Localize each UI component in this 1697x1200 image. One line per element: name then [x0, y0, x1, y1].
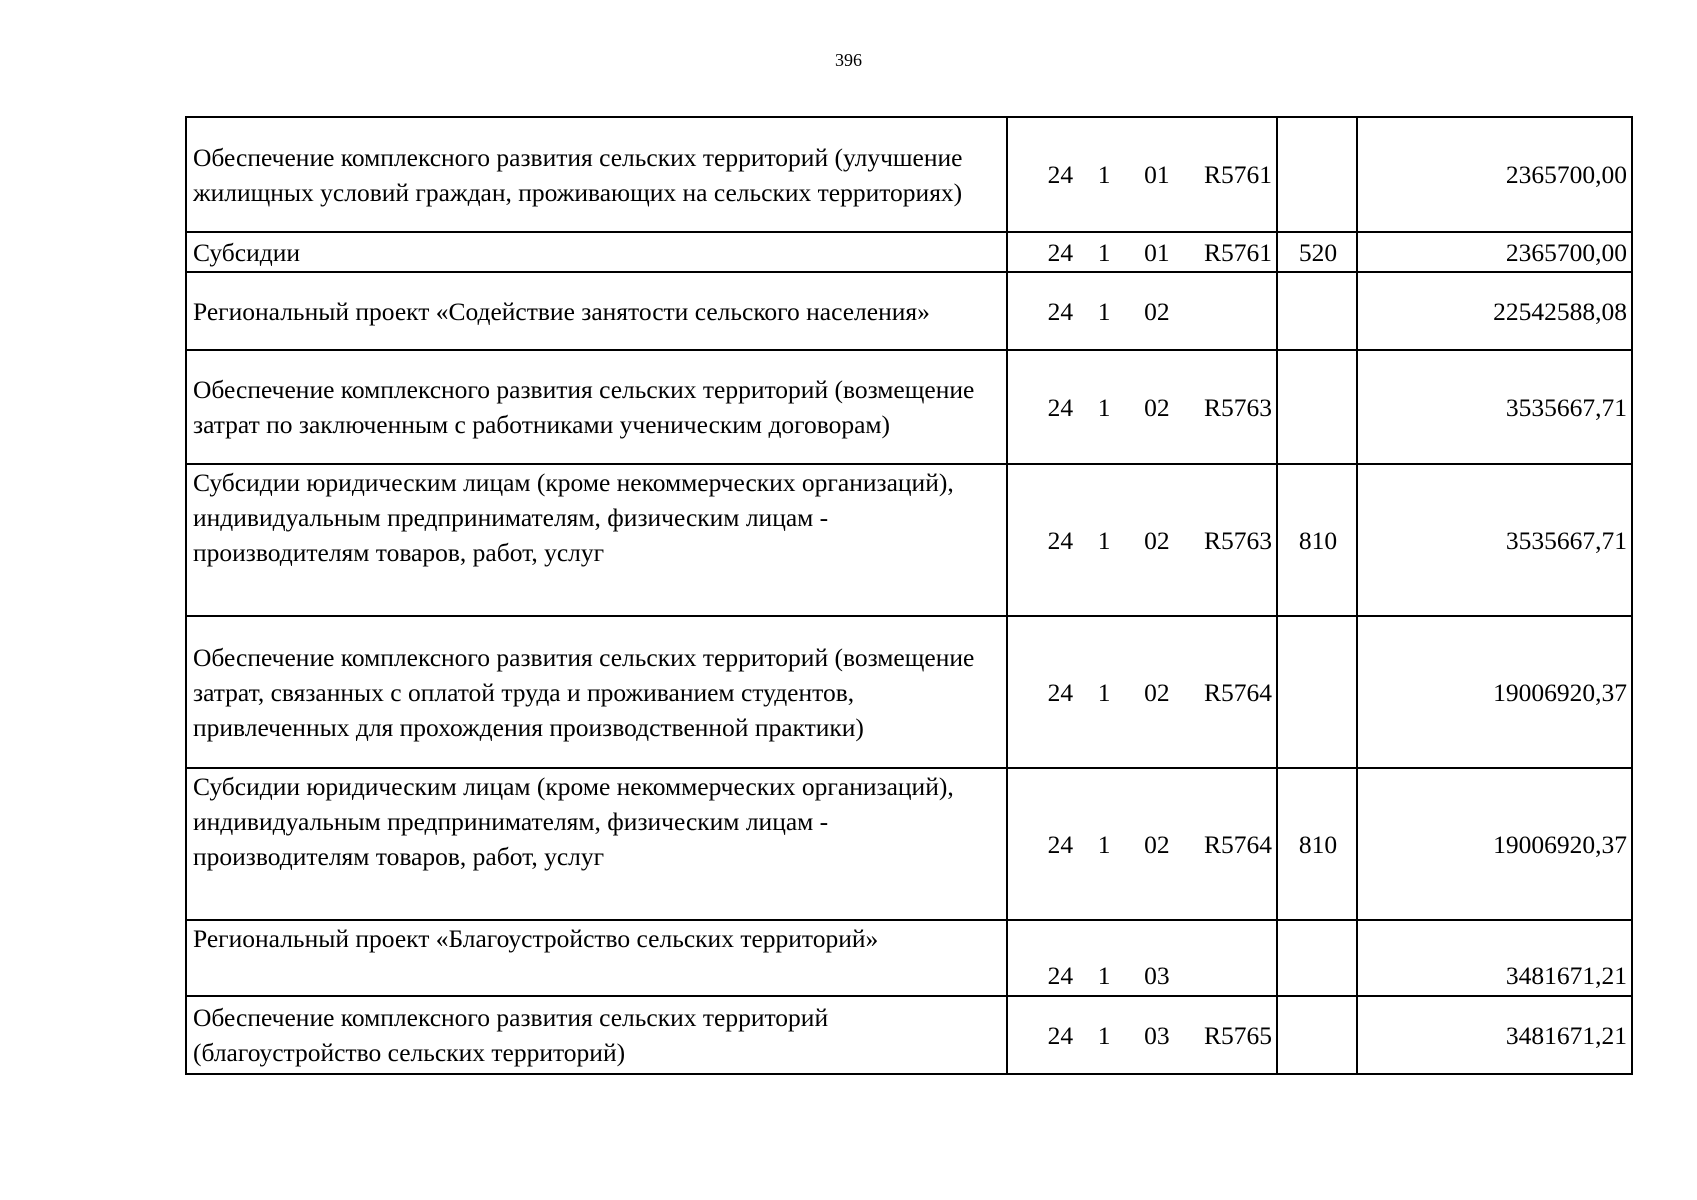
subprogram-code: 1: [1097, 960, 1111, 990]
expense-type-code: 810: [1277, 768, 1357, 920]
direction-code: R5763: [1203, 392, 1272, 422]
amount: 3481671,21: [1357, 920, 1632, 996]
expense-type-code: [1277, 616, 1357, 768]
main-event-code: 01: [1144, 237, 1170, 267]
main-event-code: 02: [1144, 829, 1170, 859]
row-description: Обеспечение комплексного развития сельских территорий (возмещение затрат по заключенным с работниками ученическим договорам): [186, 350, 1007, 464]
main-event-code: 02: [1144, 677, 1170, 707]
table-row: [186, 920, 1632, 996]
budget-table: [185, 116, 1633, 1075]
subprogram-code: 1: [1097, 677, 1111, 707]
amount: 22542588,08: [1357, 272, 1632, 350]
table-row: [186, 232, 1632, 272]
table-row: [186, 117, 1632, 232]
main-event-code: 03: [1144, 960, 1170, 990]
expense-type-code: [1277, 350, 1357, 464]
program-code: 24: [1047, 392, 1074, 422]
main-event-code: 02: [1144, 525, 1170, 555]
main-event-code: 03: [1144, 1020, 1170, 1050]
row-codes: [1007, 232, 1277, 272]
subprogram-code: 1: [1097, 160, 1111, 189]
row-codes: [1007, 616, 1277, 768]
expense-type-code: [1277, 920, 1357, 996]
amount: 2365700,00: [1357, 232, 1632, 272]
row-codes: [1007, 768, 1277, 920]
expense-type-code: 810: [1277, 464, 1357, 616]
expense-type-code: [1277, 117, 1357, 232]
program-code: 24: [1047, 960, 1074, 990]
amount: 3535667,71: [1357, 350, 1632, 464]
row-description: Региональный проект «Благоустройство сельских территорий»: [186, 920, 1007, 996]
row-description: Субсидии юридическим лицам (кроме некоммерческих организаций), индивидуальным предпринимателям, физическим лицам - производителям товаров, работ, услуг: [186, 464, 1007, 616]
program-code: 24: [1047, 1020, 1074, 1050]
amount: 3535667,71: [1357, 464, 1632, 616]
row-description: Обеспечение комплексного развития сельских территорий (благоустройство сельских территорий): [186, 996, 1007, 1074]
row-codes: [1007, 272, 1277, 350]
amount: 19006920,37: [1357, 616, 1632, 768]
program-code: 24: [1047, 296, 1074, 326]
subprogram-code: 1: [1097, 237, 1111, 267]
page-number: 396: [835, 50, 862, 70]
program-code: 24: [1047, 237, 1074, 267]
subprogram-code: 1: [1097, 1020, 1111, 1050]
table-row: [186, 350, 1632, 464]
subprogram-code: 1: [1097, 829, 1111, 859]
direction-code: R5761: [1203, 160, 1272, 189]
program-code: 24: [1047, 829, 1074, 859]
direction-code: R5761: [1203, 237, 1272, 267]
direction-code: R5763: [1203, 525, 1272, 555]
row-description: Обеспечение комплексного развития сельских территорий (возмещение затрат, связанных с оплатой труда и проживанием студентов, привлеченных для прохождения производственной практики): [186, 616, 1007, 768]
table-row: [186, 464, 1632, 616]
main-event-code: 02: [1144, 296, 1170, 326]
row-codes: [1007, 464, 1277, 616]
table-row: [186, 996, 1632, 1074]
amount: 19006920,37: [1357, 768, 1632, 920]
row-codes: [1007, 996, 1277, 1074]
subprogram-code: 1: [1097, 525, 1111, 555]
direction-code: R5764: [1203, 677, 1272, 707]
table-row: [186, 768, 1632, 920]
amount: 3481671,21: [1357, 996, 1632, 1074]
expense-type-code: [1277, 272, 1357, 350]
program-code: 24: [1047, 160, 1074, 189]
program-code: 24: [1047, 677, 1074, 707]
program-code: 24: [1047, 525, 1074, 555]
direction-code: R5765: [1203, 1020, 1272, 1050]
row-codes: [1007, 350, 1277, 464]
expense-type-code: [1277, 996, 1357, 1074]
subprogram-code: 1: [1097, 296, 1111, 326]
row-codes: [1007, 117, 1277, 232]
amount: 2365700,00: [1357, 117, 1632, 232]
row-codes: [1007, 920, 1277, 996]
table-row: [186, 616, 1632, 768]
row-description: Региональный проект «Содействие занятости сельского населения»: [186, 272, 1007, 350]
main-event-code: 02: [1144, 392, 1170, 422]
row-description: Субсидии: [186, 232, 1007, 272]
subprogram-code: 1: [1097, 392, 1111, 422]
main-event-code: 01: [1144, 160, 1170, 189]
expense-type-code: 520: [1277, 232, 1357, 272]
row-description: Обеспечение комплексного развития сельских территорий (улучшение жилищных условий граждан, проживающих на сельских территориях): [186, 117, 1007, 232]
row-description: Субсидии юридическим лицам (кроме некоммерческих организаций), индивидуальным предпринимателям, физическим лицам - производителям товаров, работ, услуг: [186, 768, 1007, 920]
table-row: [186, 272, 1632, 350]
direction-code: R5764: [1203, 829, 1272, 859]
